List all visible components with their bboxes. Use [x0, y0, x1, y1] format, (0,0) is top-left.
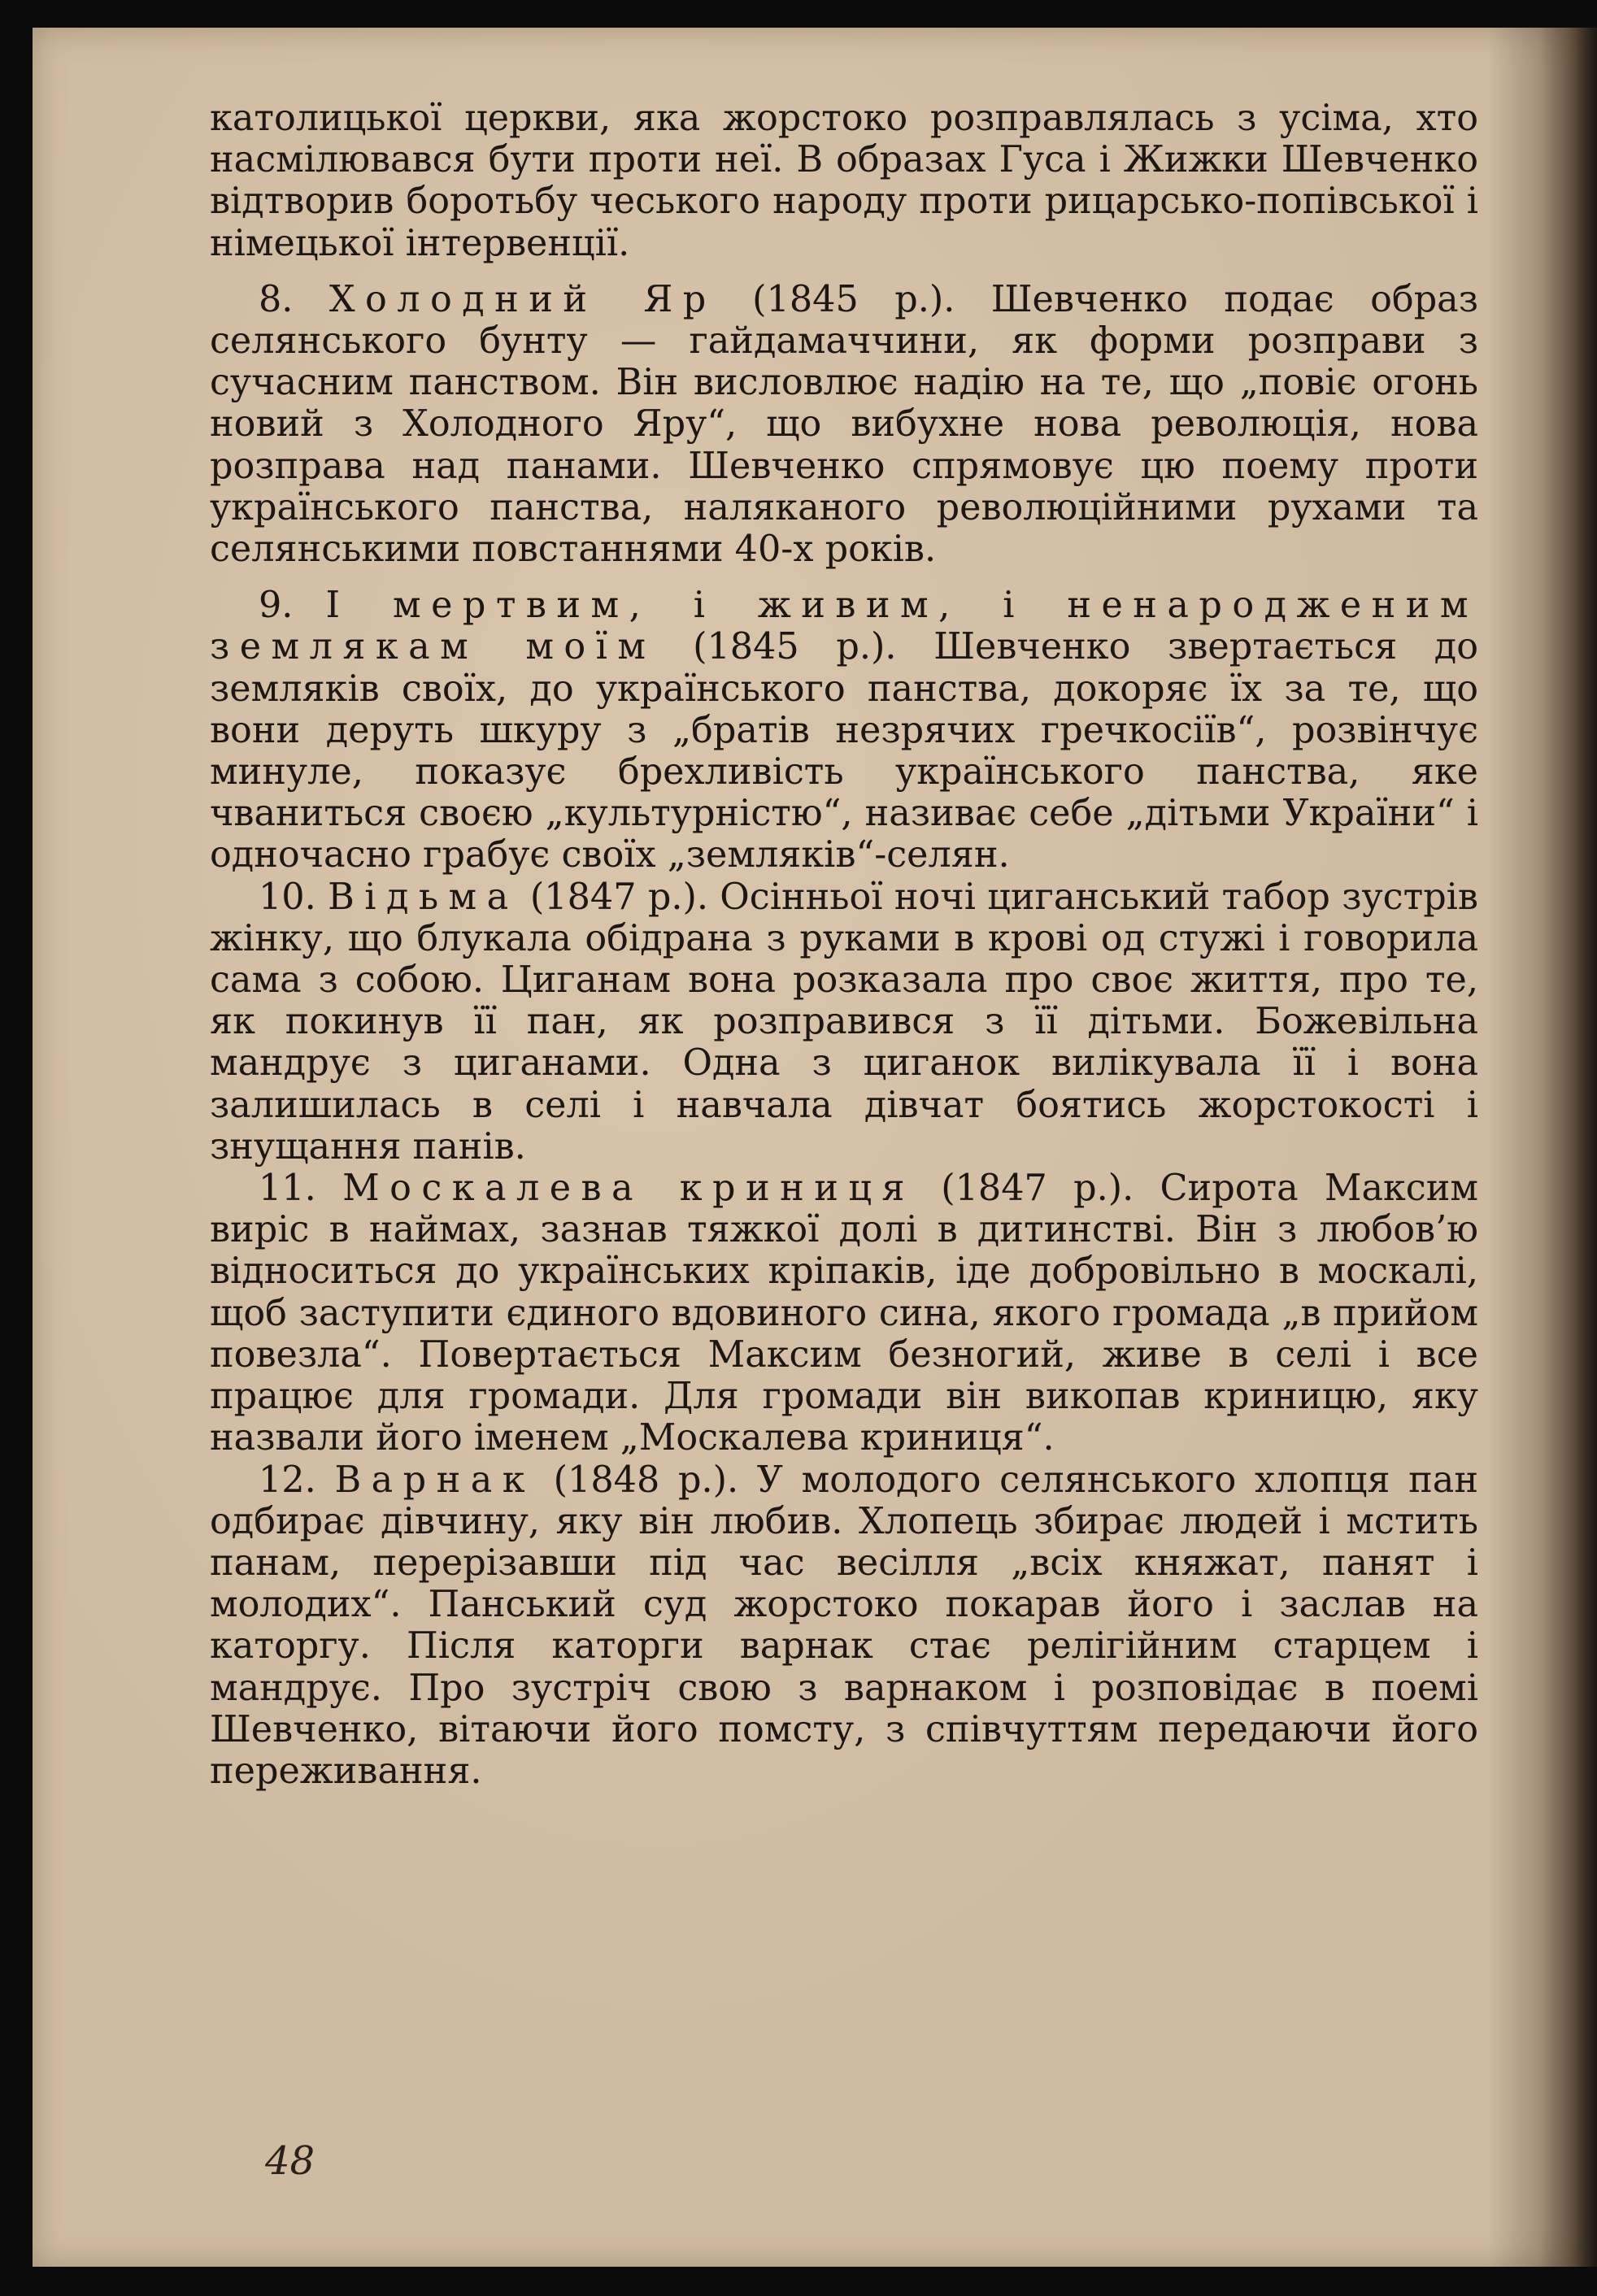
paragraph-text: (1845 р.). Шевченко звертається до земляків своїх, до українського панства, докоряє їх за те, що вони деруть шкуру з „братів незрячих гречкосіїв“, розвінчує минуле, показує брехливість українського панства, яке чваниться своєю „культурністю“, називає себе „дітьми України“ і одночасно грабує своїх „земляків“-селян.: [210, 626, 1479, 876]
work-title: І мертвим, і живим, і ненародженим землякам моїм: [210, 585, 1478, 668]
page-spine-shadow: [1540, 28, 1597, 2267]
paragraph-text: католицької церкви, яка жорстоко розправлялась з усіма, хто насмілювався бути проти неї. В образах Гуса і Жижки Шевченко відтворив боротьбу чеського народу проти рицарсько-попівської і німецької інтервенції.: [210, 98, 1478, 264]
work-title: Холодний Яр: [329, 278, 716, 320]
item-number: 10.: [259, 876, 316, 918]
paragraph-item-8: [210, 279, 1478, 570]
paragraph-text: (1847 р.). Сирота Максим виріс в наймах, зазнав тяжкої долі в дитинстві. Він з любов’ю відноситься до українських кріпаків, іде добровільно в москалі, щоб заступити єдиного вдовиного сина, якого громада „в прийом повезла“. Повертається Максим безногий, живе в селі і все працює для громади. Для громади він викопав криницю, яку назвали його іменем „Москалева криниця“.: [210, 1168, 1479, 1459]
paragraph-text: (1847 р.). Осінньої ночі циганський табор зустрів жінку, що блукала обідрана з руками в крові од стужі і говорила сама з собою. Циганам вона розказала про своє життя, про те, як покинув її пан, як розправився з її дітьми. Божевільна мандрує з циганами. Одна з циганок вилікувала її і вона залишилась в селі і навчала дівчат боятись жорстокості і знущання панів.: [210, 876, 1478, 1168]
page-number: 48: [265, 2138, 315, 2184]
paragraph-item-12: [210, 1459, 1478, 1793]
page-text-body: [210, 98, 1478, 1792]
item-number: 8.: [259, 278, 294, 320]
paragraph-text: (1848 р.). У молодого селянського хлопця пан одбирає дівчину, яку він любив. Хлопець збирає людей і мстить панам, перерізавши під час весілля „всіх княжат, панят і молодих“. Панський суд жорстоко покарав його і заслав на каторгу. Після каторги варнак стає релігійним старцем і мандрує. Про зустріч свою з варнаком і розповідає в поемі Шевченко, вітаючи його помсту, з співчуттям передаючи його переживання.: [210, 1459, 1478, 1792]
work-title: Москалева криниця: [342, 1168, 915, 1210]
paragraph-text: (1845 р.). Шевченко подає образ селянського бунту — гайдамаччини, як форми розправи з сучасним панством. Він висловлює надію на те, що „повіє огонь новий з Холодного Яру“, що вибухне нова революція, нова розправа над панами. Шевченко спрямовує цю поему проти українського панства, наляканого революційними рухами та селянськими повстаннями 40-х років.: [210, 278, 1478, 571]
item-number: 11.: [259, 1168, 316, 1210]
work-title: Відьма: [328, 876, 519, 918]
item-number: 9.: [259, 585, 294, 627]
item-number: 12.: [259, 1459, 316, 1501]
paragraph-item-11: [210, 1168, 1478, 1459]
paragraph-intro-continuation: [210, 98, 1478, 264]
work-title: Варнак: [334, 1459, 535, 1501]
paragraph-item-9: [210, 585, 1478, 876]
paragraph-item-10: [210, 876, 1478, 1168]
